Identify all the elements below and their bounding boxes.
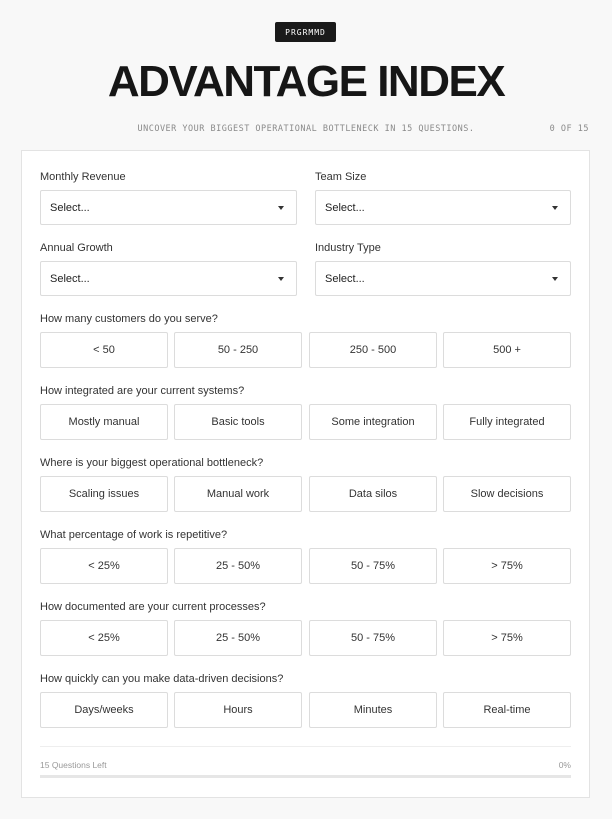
annual-growth-select[interactable] — [40, 261, 297, 296]
page-subtitle: UNCOVER YOUR BIGGEST OPERATIONAL BOTTLENECK IN 15 QUESTIONS. — [137, 124, 475, 134]
option-button[interactable]: Basic tools — [174, 404, 302, 440]
questions-left-text: 15 Questions Left — [40, 760, 107, 770]
option-button[interactable]: Scaling issues — [40, 476, 168, 512]
annual-growth-value: Select... — [50, 272, 90, 285]
option-button[interactable]: < 25% — [40, 620, 168, 656]
option-button[interactable]: 25 - 50% — [174, 620, 302, 656]
monthly-revenue-value: Select... — [50, 201, 90, 214]
progress-percent: 0% — [558, 760, 571, 770]
monthly-revenue-label: Monthly Revenue — [40, 171, 126, 183]
option-button[interactable]: Some integration — [309, 404, 437, 440]
team-size-label: Team Size — [315, 171, 367, 183]
option-button[interactable]: 250 - 500 — [309, 332, 437, 368]
option-button[interactable]: Data silos — [309, 476, 437, 512]
option-button[interactable]: < 50 — [40, 332, 168, 368]
option-button[interactable]: Slow decisions — [443, 476, 571, 512]
option-button[interactable]: 50 - 250 — [174, 332, 302, 368]
question-documented-label: How documented are your current processes? — [40, 601, 266, 613]
brand-badge: PRGRMMD — [275, 22, 336, 42]
option-button[interactable]: 50 - 75% — [309, 620, 437, 656]
option-button[interactable]: Days/weeks — [40, 692, 168, 728]
industry-type-value: Select... — [325, 272, 365, 285]
option-button[interactable]: > 75% — [443, 548, 571, 584]
chevron-down-icon — [278, 277, 284, 281]
chevron-down-icon — [278, 206, 284, 210]
question-decisions-label: How quickly can you make data-driven decisions? — [40, 673, 284, 685]
progress-bar — [40, 775, 571, 778]
option-button[interactable]: Hours — [174, 692, 302, 728]
annual-growth-label: Annual Growth — [40, 242, 113, 254]
option-button[interactable]: Manual work — [174, 476, 302, 512]
survey-card — [21, 150, 590, 798]
question-repetitive-label: What percentage of work is repetitive? — [40, 529, 228, 541]
industry-type-label: Industry Type — [315, 242, 381, 254]
chevron-down-icon — [552, 277, 558, 281]
monthly-revenue-select[interactable] — [40, 190, 297, 225]
question-customers-label: How many customers do you serve? — [40, 313, 218, 325]
question-bottleneck-label: Where is your biggest operational bottleneck? — [40, 457, 264, 469]
footer-divider — [40, 746, 571, 747]
option-button[interactable]: > 75% — [443, 620, 571, 656]
industry-type-select[interactable] — [315, 261, 571, 296]
question-counter: 0 OF 15 — [549, 124, 589, 134]
option-button[interactable]: 25 - 50% — [174, 548, 302, 584]
page-title: ADVANTAGE INDEX — [107, 57, 505, 106]
option-button[interactable]: Minutes — [309, 692, 437, 728]
team-size-select[interactable] — [315, 190, 571, 225]
option-button[interactable]: Mostly manual — [40, 404, 168, 440]
chevron-down-icon — [552, 206, 558, 210]
option-button[interactable]: Fully integrated — [443, 404, 571, 440]
option-button[interactable]: 50 - 75% — [309, 548, 437, 584]
option-button[interactable]: 500 + — [443, 332, 571, 368]
option-button[interactable]: Real-time — [443, 692, 571, 728]
option-button[interactable]: < 25% — [40, 548, 168, 584]
team-size-value: Select... — [325, 201, 365, 214]
question-integration-label: How integrated are your current systems? — [40, 385, 245, 397]
